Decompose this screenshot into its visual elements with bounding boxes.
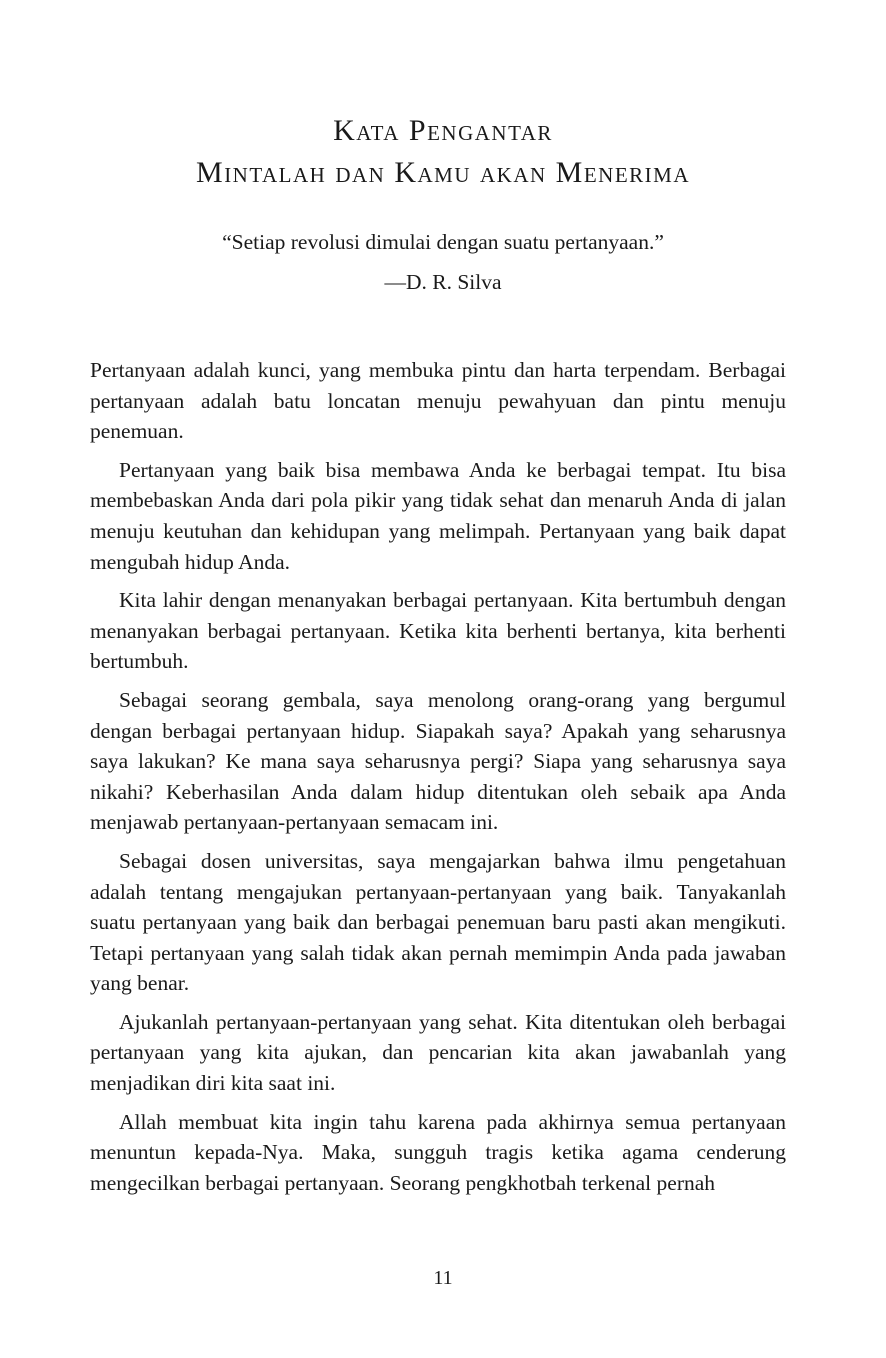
paragraph: Ajukanlah pertanyaan-pertanyaan yang sehat. Kita ditentukan oleh berbagai pertanyaan yang kita ajukan, dan pencarian kita akan jawabanlah yang menjadikan diri kita saat ini. — [90, 1009, 786, 1096]
epigraph-attribution: —D. R. Silva — [384, 270, 502, 294]
page-number: 11 — [433, 1267, 453, 1289]
chapter-title: Kata Pengantar — [333, 114, 553, 147]
paragraph: Kita lahir dengan menanyakan berbagai pertanyaan. Kita bertumbuh dengan menanyakan berbagai pertanyaan. Ketika kita berhenti bertanya, kita berhenti bertumbuh. — [90, 588, 786, 674]
paragraph: Sebagai seorang gembala, saya menolong orang-orang yang bergumul dengan berbagai pertanyaan hidup. Siapakah saya? Apakah yang seharusnya saya lakukan? Ke mana saya seharusnya pergi? Siapa yang seharusnya saya nikahi? Keberhasilan Anda dalam hidup ditentukan oleh sebaik apa Anda menjawab pertanyaan-pertanyaan semacam ini. — [90, 687, 786, 835]
chapter-subtitle: Mintalah dan Kamu akan Menerima — [196, 156, 690, 189]
paragraph: Pertanyaan yang baik bisa membawa Anda ke berbagai tempat. Itu bisa membebaskan Anda dari pola pikir yang tidak sehat dan menaruh Anda di jalan menuju keutuhan dan kehidupan yang melimpah. Pertanyaan yang baik dapat mengubah hidup Anda. — [90, 457, 786, 574]
paragraph: Allah membuat kita ingin tahu karena pada akhirnya semua pertanyaan menuntun kepada-Nya. Maka, sungguh tragis ketika agama cenderung mengecilkan berbagai pertanyaan. Seorang pengkhotbah terkenal pernah — [90, 1109, 786, 1195]
paragraph: Sebagai dosen universitas, saya mengajarkan bahwa ilmu pengetahuan adalah tentang mengajukan pertanyaan-pertanyaan yang baik. Tanyakanlah suatu pertanyaan yang baik dan berbagai penemuan baru pasti akan mengikuti. Tetapi pertanyaan yang salah tidak akan pernah memimpin Anda pada jawaban yang benar. — [90, 848, 786, 996]
paragraph: Pertanyaan adalah kunci, yang membuka pintu dan harta terpendam. Berbagai pertanyaan adalah batu loncatan menuju pewahyuan dan pintu menuju penemuan. — [90, 358, 786, 444]
epigraph-quote: “Setiap revolusi dimulai dengan suatu pertanyaan.” — [222, 230, 664, 254]
body-text — [90, 355, 786, 1206]
